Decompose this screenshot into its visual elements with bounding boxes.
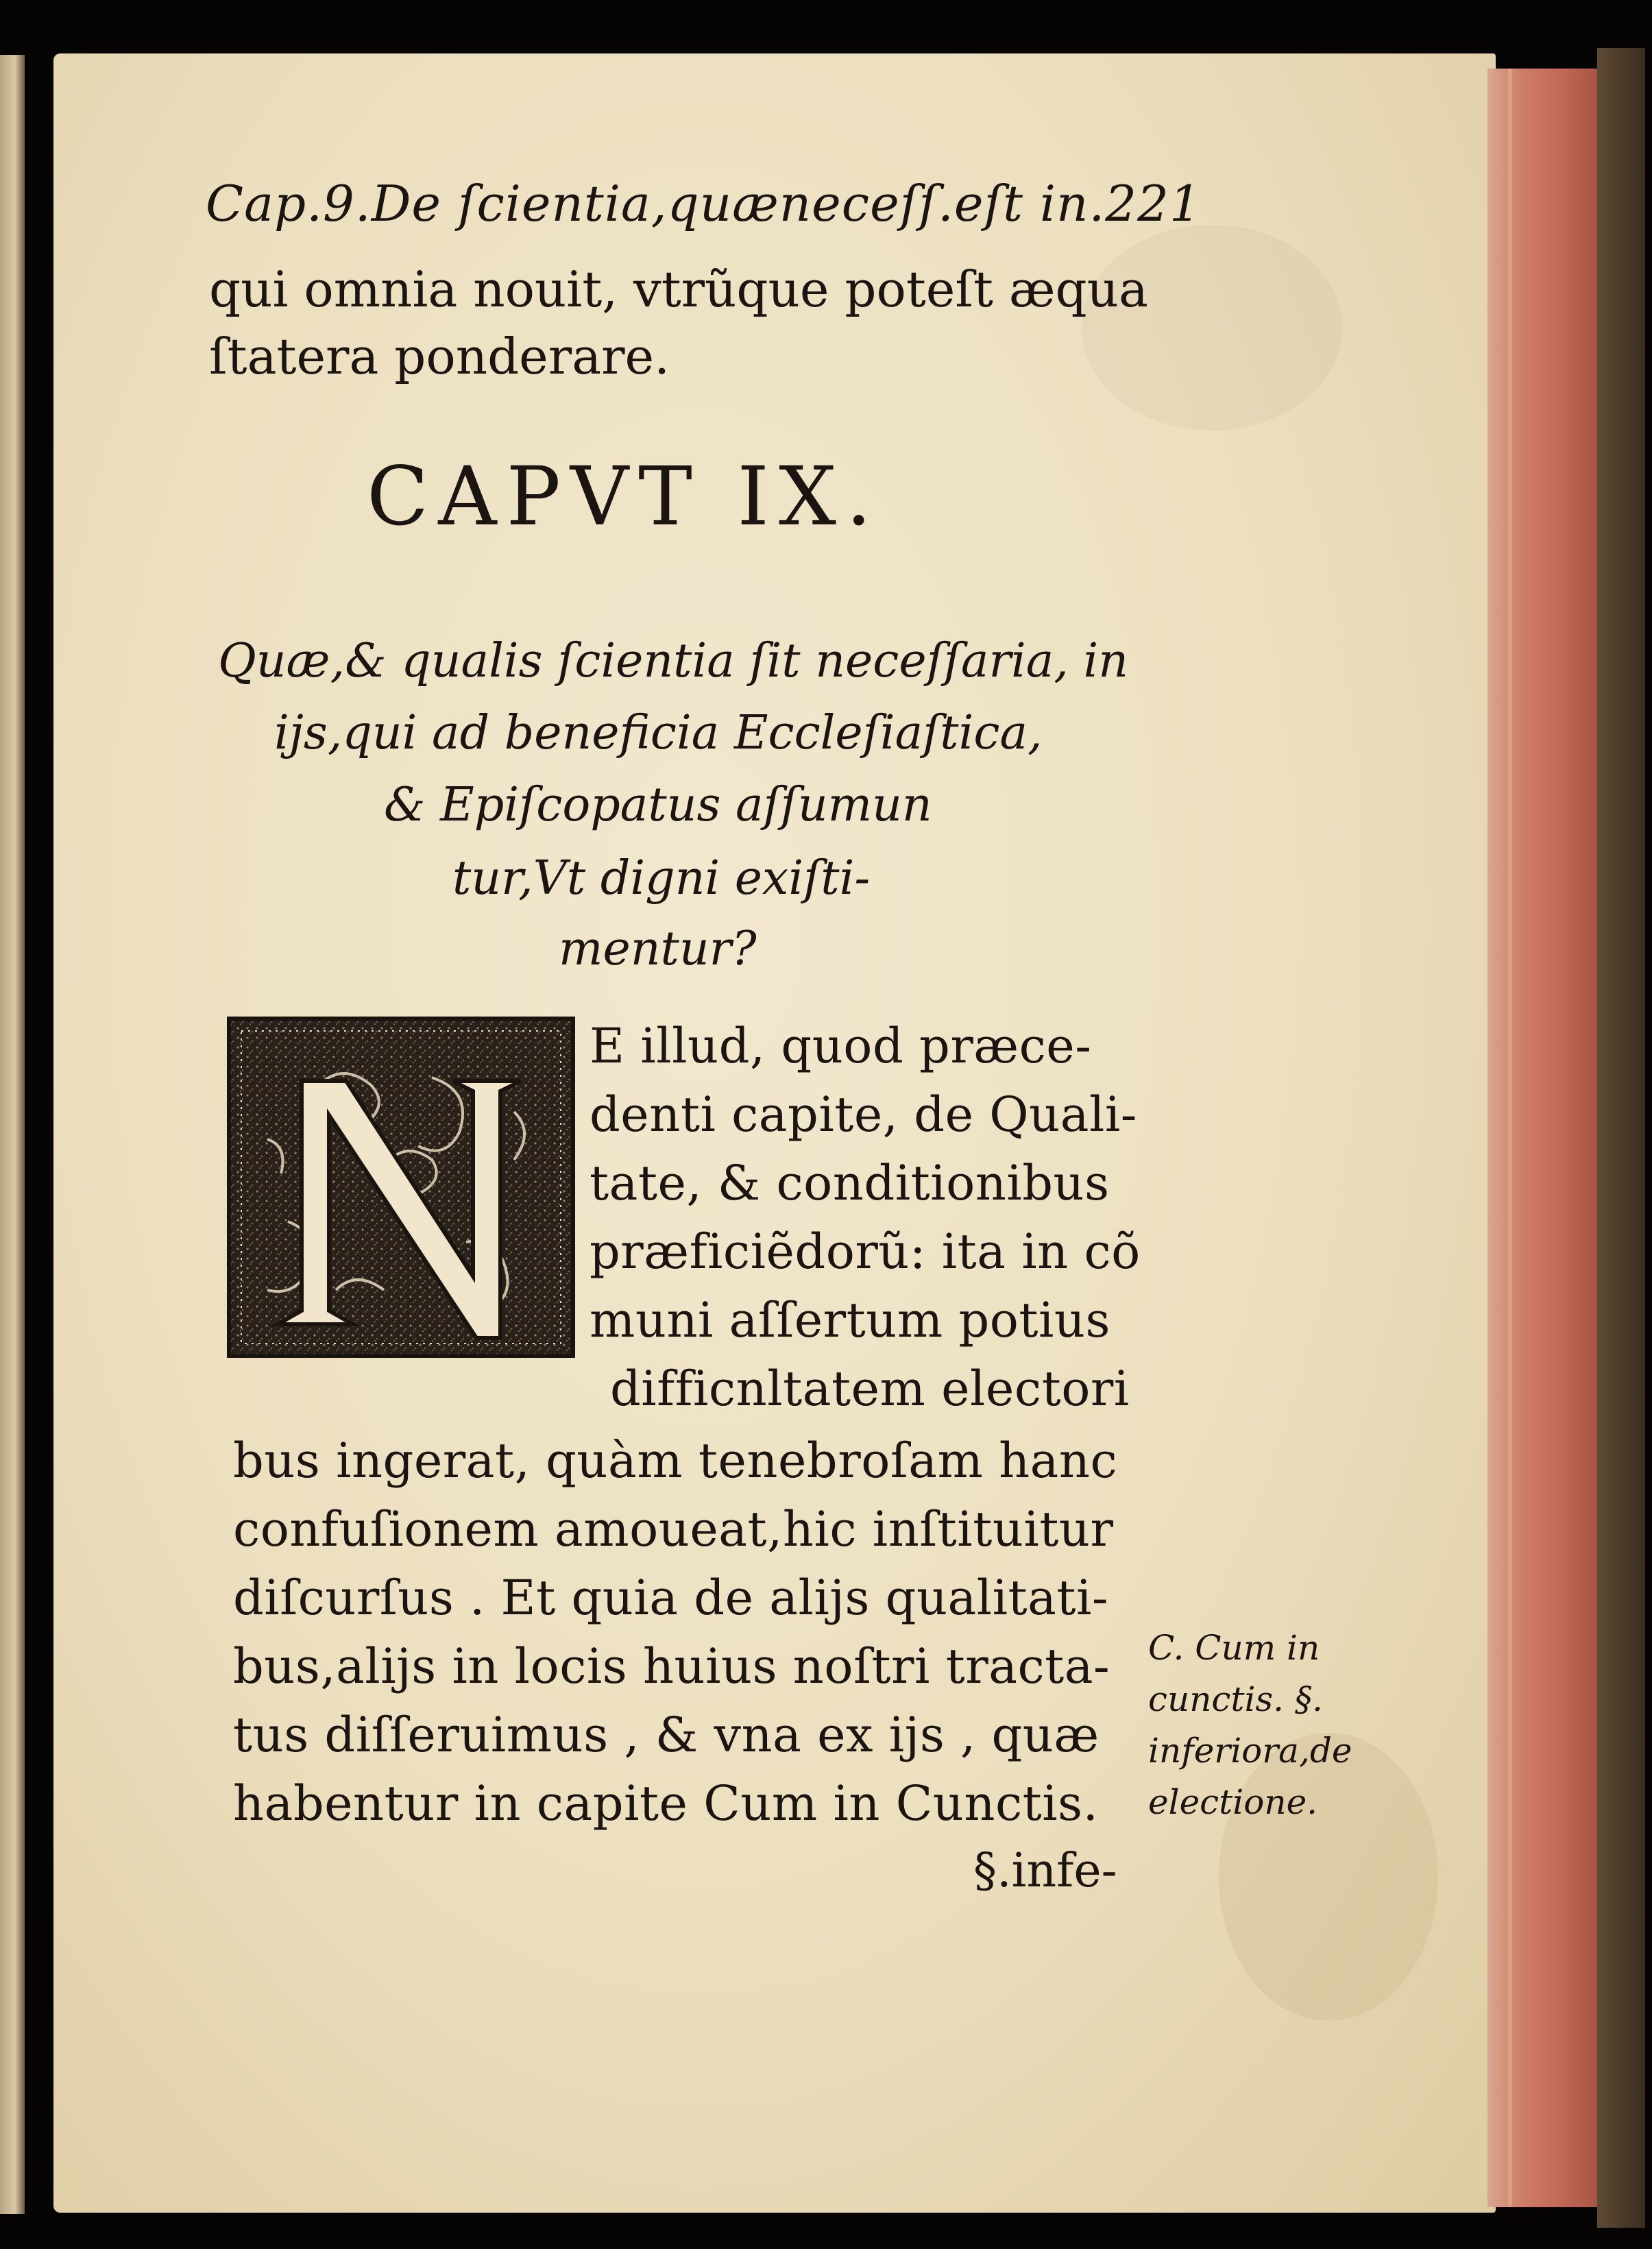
decorated-initial-n (226, 1016, 576, 1359)
decorated-initial-art (226, 1016, 576, 1359)
body-line-1: E illud, quod præce- (590, 1018, 1092, 1074)
opening-line-2: ſtatera ponderare. (209, 328, 670, 385)
body-line-3: tate, & conditionibus (590, 1155, 1110, 1211)
red-page-edges (1487, 69, 1597, 2207)
margin-note-line-1: C. Cum in (1148, 1628, 1320, 1668)
body-line-5: muni aſſertum potius (590, 1292, 1110, 1348)
margin-note-line-3: inferiora,de (1148, 1731, 1352, 1771)
chapter-heading: CAPVT IX. (367, 449, 882, 544)
body-line-6: difficnltatem electori (610, 1361, 1130, 1417)
facing-page-edge (0, 55, 25, 2214)
body-line-8: confuſionem amoueat,hic inſtituitur (233, 1501, 1114, 1557)
show-through-stain (1082, 225, 1342, 430)
body-line-4: præficiẽdorũ: ita in cõ (590, 1224, 1141, 1280)
paper-stain (1219, 1733, 1438, 2021)
chapter-summary-line-2: ijs,qui ad beneficia Eccleſiaſtica, (274, 706, 1043, 760)
opening-line-1: qui omnia nouit, vtrũque poteſt æqua (209, 260, 1148, 318)
chapter-summary-line-1: Quæ,& qualis ſcientia ſit neceſſaria, in (218, 634, 1129, 688)
catchword: §.infe- (973, 1844, 1117, 1898)
margin-note-line-4: electione. (1148, 1782, 1318, 1822)
margin-note-line-2: cunctis. §. (1148, 1679, 1323, 1719)
chapter-summary-line-5: mentur? (559, 922, 757, 976)
body-line-10: bus,alijs in locis huius noſtri tracta- (233, 1638, 1110, 1694)
body-line-12: habentur in capite Cum in Cunctis. (233, 1775, 1099, 1832)
body-line-11: tus diſſeruimus , & vna ex ijs , quæ (233, 1707, 1100, 1763)
chapter-summary-line-3: & Epiſcopatus aſſumun (384, 778, 932, 832)
chapter-summary-line-4: tur,Vt digni exiſti- (452, 851, 871, 905)
body-line-2: denti capite, de Quali- (590, 1086, 1137, 1143)
body-line-7: bus ingerat, quàm tenebroſam hanc (233, 1433, 1118, 1489)
running-head: Cap.9.De ſcientia,quæneceſſ.eſt in.221 (206, 175, 1202, 232)
book-cover-edge (1597, 48, 1645, 2228)
body-line-9: diſcurſus . Et quia de alijs qualitati- (233, 1570, 1109, 1626)
